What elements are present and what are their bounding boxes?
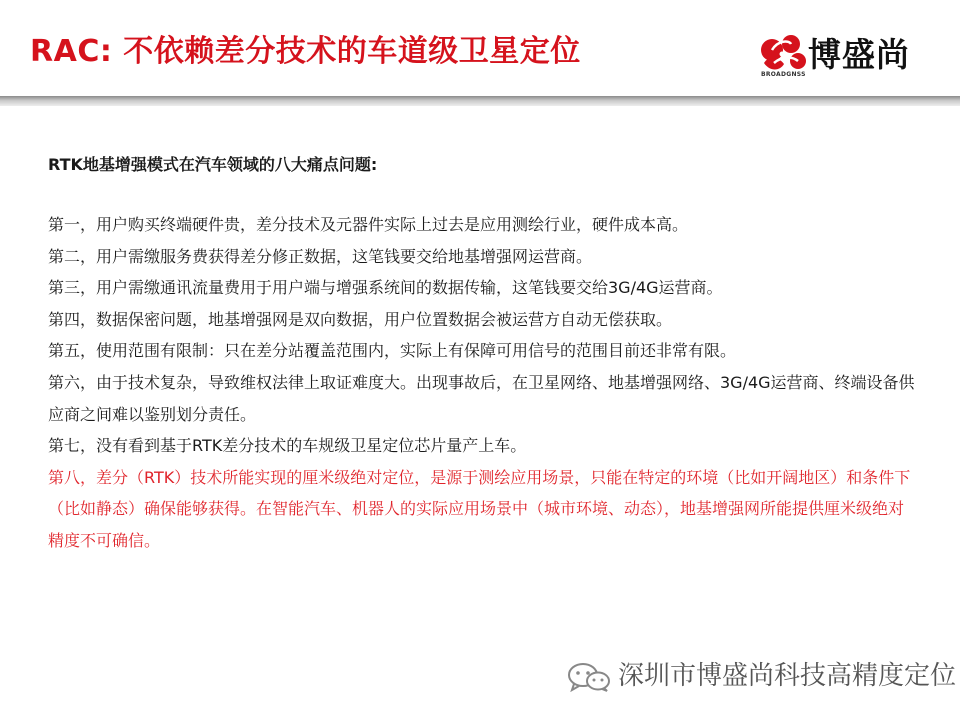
- pain-point-2: 第二，用户需缴服务费获得差分修正数据，这笔钱要交给地基增强网运营商。: [48, 246, 593, 266]
- slide-content: [48, 152, 918, 557]
- wechat-watermark: [566, 658, 957, 694]
- header-divider: [0, 96, 960, 106]
- brand-name: 博盛尚: [808, 35, 910, 74]
- pain-point-4: 第四，数据保密问题，地基增强网是双向数据，用户位置数据会被运营方自动无偿获取。: [48, 309, 673, 329]
- pain-point-3: 第三，用户需缴通讯流量费用于用户端与增强系统间的数据传输，这笔钱要交给3G/4G运营商。: [48, 278, 723, 298]
- watermark-text: 深圳市博盛尚科技高精度定位: [618, 661, 957, 691]
- pain-point-7: 第七，没有看到基于RTK差分技术的车规级卫星定位芯片量产上车。: [48, 436, 527, 456]
- section-heading: RTK地基增强模式在汽车领域的八大痛点问题:: [48, 155, 378, 174]
- pain-point-list: [48, 209, 918, 557]
- pain-point-5: 第五，使用范围有限制：只在差分站覆盖范围内，实际上有保障可用信号的范围目前还非常有限。: [48, 341, 737, 361]
- brand-logo: [758, 32, 918, 82]
- pain-point-8: 第八，差分（RTK）技术所能实现的厘米级绝对定位，是源于测绘应用场景，只能在特定的环境（比如开阔地区）和条件下（比如静态）确保能够获得。在智能汽车、机器人的实际应用场景中（城市环境、动态），地基增强网所能提供厘米级绝对精度不可确信。: [48, 467, 911, 550]
- pain-point-6: 第六，由于技术复杂，导致维权法律上取证难度大。出现事故后，在卫星网络、地基增强网络、3G/4G运营商、终端设备供应商之间难以鉴别划分责任。: [48, 372, 915, 424]
- slide-title: RAC: 不依赖差分技术的车道级卫星定位: [30, 34, 581, 69]
- wechat-icon: [566, 662, 612, 692]
- pain-point-1: 第一，用户购买终端硬件贵，差分技术及元器件实际上过去是应用测绘行业，硬件成本高。: [48, 215, 689, 234]
- brand-subtext: BROADGNSS: [761, 71, 806, 78]
